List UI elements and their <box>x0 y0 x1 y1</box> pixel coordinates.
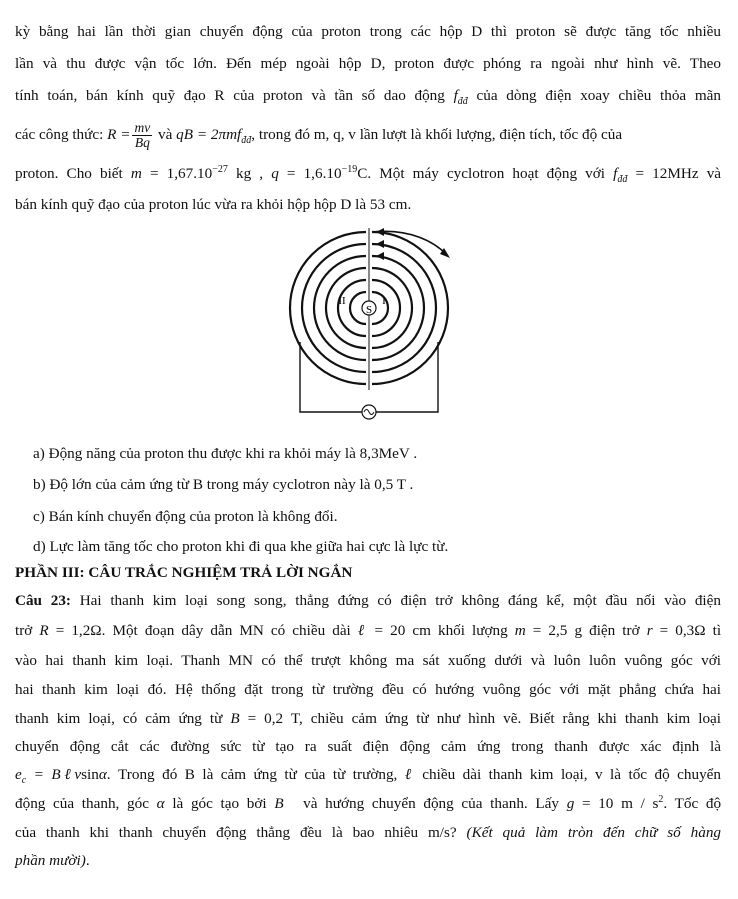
statement-b: b) Độ lớn của cảm ứng từ B trong máy cyclotron này là 0,5 T . <box>33 476 414 493</box>
formula-R: R = 1,2Ω <box>39 622 102 639</box>
formula-emf: $e_c$ = Bℓv <box>15 766 82 787</box>
question-line-10: phần mười). <box>15 852 90 869</box>
formula-mass: $m = 1,67.10^{-27}$ kg , $q = 1,6.10^{-19}C$ <box>130 163 368 182</box>
question-line-5: thanh kim loại, có cảm ứng từ B = 0,2 T, chiều cảm ứng từ như hình vẽ. Biết rằng khi thanh kim loại <box>15 710 721 727</box>
formula-mass-bar: m = 2,5 g <box>514 622 583 639</box>
cyclotron-diagram <box>280 222 458 422</box>
question-label: Câu 23: <box>15 592 71 609</box>
intro-line-3: tính toán, bán kính quỹ đạo R của proton và tần số dao động $f_{đđ}$ của dòng điện xoay chiều thỏa mãn <box>15 87 722 108</box>
question-line-1: Câu 23: Hai thanh kim loại song song, thẳng đứng có điện trở không đáng kể, một đầu nối vào điện <box>15 592 721 609</box>
question-line-8: động của thanh, góc α là góc tạo bởi B⃗ và hướng chuyển động của thanh. Lấy g = 10 m / $s^2$. Tốc độ <box>15 793 722 812</box>
question-line-3: vào hai thanh kim loại. Thanh MN có thể trượt không ma sát xuống dưới và luôn luôn vuông góc với <box>15 652 721 669</box>
formula-r: r = 0,3Ω <box>646 622 706 639</box>
symbol-alpha: α <box>156 795 165 812</box>
label-d1: I <box>382 295 386 307</box>
intro-line-1: kỳ bằng hai lần thời gian chuyển động của proton trong các hộp D thì proton sẽ được tăng tốc nhiều <box>15 23 721 40</box>
intro-line-5: proton. Cho biết $m = 1,67.10^{-27}$ kg , $q = 1,6.10^{-19}C$. Một máy cyclotron hoạt động với $f_{đđ} = 12MHz$ và <box>15 163 722 186</box>
formula-B: B = 0,2 T <box>230 710 299 727</box>
question-line-9: của thanh khi thanh chuyển động thẳng đều là bao nhiêu m/s? (Kết quả làm tròn đến chữ số hàng <box>15 824 722 841</box>
label-d2: II <box>338 295 346 307</box>
formula-frequency: $f_{đđ} = 12MHz$ <box>613 165 699 186</box>
question-line-7: $e_c$ = Bℓvsinα. Trong đó B là cảm ứng từ của từ trường, ℓ chiều dài thanh kim loại, v là tốc độ chuyển <box>15 766 722 787</box>
formula-fdd: $f_{đđ}$ <box>453 87 468 108</box>
question-line-6: chuyển động cắt các đường sức từ tạo ra suất điện động cảm ứng trong thanh được xác định là <box>15 738 721 755</box>
symbol-ell: ℓ <box>404 766 415 783</box>
label-source: S <box>365 304 373 316</box>
statement-d: d) Lực làm tăng tốc cho proton khi đi qua khe giữa hai cực là lực từ. <box>33 538 449 555</box>
intro-line-6: bán kính quỹ đạo của proton lúc vừa ra khỏi hộp hộp D là 53 cm. <box>15 196 412 213</box>
intro-line-2: lần và thu được vận tốc lớn. Đến mép ngoài hộp D, proton được phóng ra ngoài như hình vẽ. Theo <box>15 55 721 72</box>
question-line-4: hai thanh kim loại đó. Hệ thống đặt trong từ trường đều có hướng vuông góc với mặt phẳng chứa hai <box>15 681 721 698</box>
statement-a: a) Động năng của proton thu được khi ra khỏi máy là 8,3MeV . <box>33 445 418 462</box>
section-title: PHẦN III: CÂU TRẮC NGHIỆM TRẢ LỜI NGẮN <box>15 564 353 581</box>
symbol-vector-B: B⃗ <box>274 795 296 812</box>
formula-radius: R = $\frac{mv}{Bq}$ <box>107 120 151 150</box>
question-line-2: trở R = 1,2Ω. Một đoạn dây dẫn MN có chiều dài ℓ = 20 cm khối lượng m = 2,5 g điện trở r = 0,3Ω tì <box>15 622 722 639</box>
formula-emf-sin: sinα <box>81 766 107 783</box>
formula-g: g = 10 m / $s^2$ <box>566 793 664 812</box>
statement-c: c) Bán kính chuyển động của proton là không đổi. <box>33 508 338 525</box>
intro-line-4: các công thức: R = $\frac{mv}{Bq}$ và qB = 2πmf$_{đđ}$, trong đó m, q, v lần lượt là khối lượng, điện tích, tốc độ của <box>15 120 623 150</box>
formula-length: ℓ = 20 cm <box>357 622 431 639</box>
formula-qb: qB = 2πmf$_{đđ}$ <box>176 125 252 147</box>
